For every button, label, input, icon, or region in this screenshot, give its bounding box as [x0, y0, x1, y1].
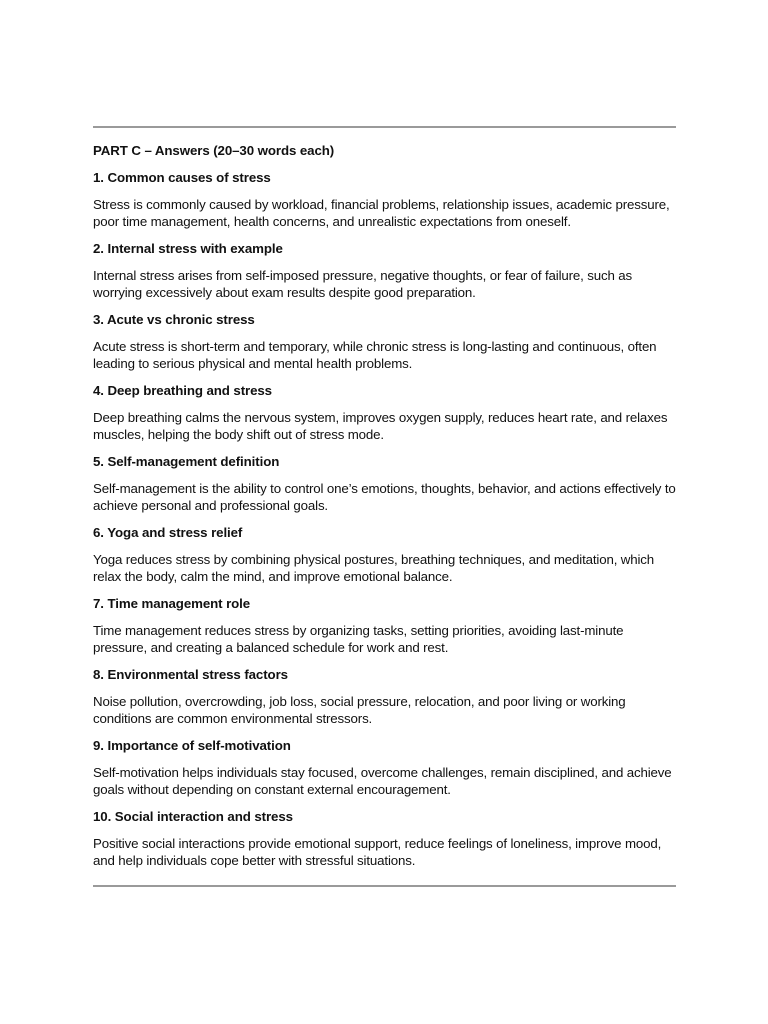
question-title: 5. Self-management definition [93, 454, 280, 469]
qa-item [93, 240, 676, 301]
question-title: 7. Time management role [93, 596, 251, 611]
answer-text: Acute stress is short-term and temporary, while chronic stress is long-lasting and continuous, often leading to serious physical and mental health problems. [93, 339, 657, 371]
question-title: 9. Importance of self-motivation [93, 738, 291, 753]
qa-item [93, 169, 676, 230]
question-title: 3. Acute vs chronic stress [93, 312, 255, 327]
document-page [93, 126, 676, 887]
answer-text: Self-management is the ability to control one’s emotions, thoughts, behavior, and actions effectively to achieve personal and professional goals. [93, 481, 676, 513]
question-title: 2. Internal stress with example [93, 241, 283, 256]
answer-text: Noise pollution, overcrowding, job loss, social pressure, relocation, and poor living or working conditions are common environmental stressors. [93, 694, 626, 726]
top-divider [93, 126, 676, 128]
qa-item [93, 737, 676, 798]
qa-item [93, 595, 676, 656]
answer-text: Positive social interactions provide emotional support, reduce feelings of loneliness, improve mood, and help individuals cope better with stressful situations. [93, 836, 662, 868]
question-title: 10. Social interaction and stress [93, 809, 293, 824]
question-title: 1. Common causes of stress [93, 170, 271, 185]
bottom-divider [93, 885, 676, 887]
qa-item [93, 311, 676, 372]
answer-text: Stress is commonly caused by workload, financial problems, relationship issues, academic pressure, poor time management, health concerns, and unrealistic expectations from oneself. [93, 197, 670, 229]
qa-item [93, 382, 676, 443]
qa-item [93, 524, 676, 585]
answer-text: Yoga reduces stress by combining physical postures, breathing techniques, and meditation, which relax the body, calm the mind, and improve emotional balance. [93, 552, 655, 584]
answer-text: Internal stress arises from self-imposed pressure, negative thoughts, or fear of failure, such as worrying excessively about exam results despite good preparation. [93, 268, 633, 300]
section-heading: PART C – Answers (20–30 words each) [93, 143, 335, 158]
answer-text: Deep breathing calms the nervous system, improves oxygen supply, reduces heart rate, and relaxes muscles, helping the body shift out of stress mode. [93, 410, 668, 442]
question-title: 8. Environmental stress factors [93, 667, 288, 682]
answer-text: Time management reduces stress by organizing tasks, setting priorities, avoiding last-minute pressure, and creating a balanced schedule for work and rest. [93, 623, 624, 655]
qa-item [93, 453, 676, 514]
answer-text: Self-motivation helps individuals stay focused, overcome challenges, remain disciplined, and achieve goals without depending on constant external encouragement. [93, 765, 672, 797]
question-title: 4. Deep breathing and stress [93, 383, 272, 398]
qa-item [93, 808, 676, 869]
qa-item [93, 666, 676, 727]
question-title: 6. Yoga and stress relief [93, 525, 243, 540]
